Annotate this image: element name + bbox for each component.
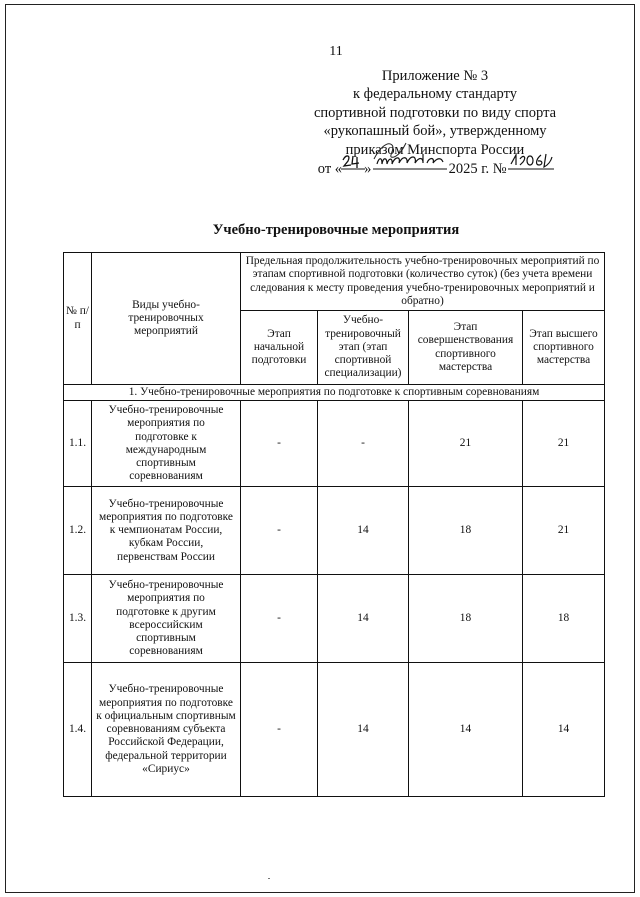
row-value-improvement: 18 bbox=[409, 575, 523, 663]
appendix-line-1: Приложение № 3 bbox=[381, 68, 489, 84]
appendix-line-3: спортивной подготовки по виду спорта bbox=[313, 104, 557, 121]
order-date-line bbox=[270, 159, 600, 178]
row-value-higher: 18 bbox=[523, 575, 605, 663]
header-stage-initial: Этап начальной подготовки bbox=[241, 311, 318, 385]
row-name: Учебно-тренировочные мероприятия по подготовке к официальным спортивным соревнованиям субъекта Российской Федерации, федеральной территории «Сириус» bbox=[92, 663, 241, 797]
row-value-improvement: 14 bbox=[409, 663, 523, 797]
handwritten-order-number bbox=[510, 159, 552, 173]
appendix-line-4: «рукопашный бой», утвержденному bbox=[323, 123, 547, 140]
row-value-training: - bbox=[318, 401, 409, 487]
row-value-initial: - bbox=[241, 663, 318, 797]
header-type: Виды учебно-тренировочных мероприятий bbox=[92, 253, 241, 385]
row-value-training: 14 bbox=[318, 487, 409, 575]
scan-speck bbox=[268, 878, 270, 879]
row-value-initial: - bbox=[241, 575, 318, 663]
order-year: 2025 г. № bbox=[448, 161, 507, 178]
table-row bbox=[64, 575, 605, 663]
row-value-training: 14 bbox=[318, 663, 409, 797]
row-num: 1.1. bbox=[64, 401, 92, 487]
header-stage-training: Учебно-тренировочный этап (этап спортивной специализации) bbox=[318, 311, 409, 385]
row-value-improvement: 21 bbox=[409, 401, 523, 487]
row-num: 1.2. bbox=[64, 487, 92, 575]
appendix-line-5: приказом Минспорта России bbox=[345, 141, 525, 158]
order-date-prefix: от « bbox=[317, 161, 343, 178]
table-row bbox=[64, 487, 605, 575]
appendix-block bbox=[270, 67, 600, 178]
appendix-line-2: к федеральному стандарту bbox=[353, 86, 517, 103]
row-value-improvement: 18 bbox=[409, 487, 523, 575]
header-num: № п/п bbox=[64, 253, 92, 385]
row-num: 1.4. bbox=[64, 663, 92, 797]
row-value-initial: - bbox=[241, 401, 318, 487]
row-num: 1.3. bbox=[64, 575, 92, 663]
table-row bbox=[64, 663, 605, 797]
table-row bbox=[64, 401, 605, 487]
events-table bbox=[63, 252, 605, 797]
page-title: Учебно-тренировочные мероприятия bbox=[212, 222, 460, 238]
header-stage-improvement: Этап совершенствования спортивного мастерства bbox=[409, 311, 523, 385]
row-value-higher: 21 bbox=[523, 401, 605, 487]
header-stage-higher: Этап высшего спортивного мастерства bbox=[523, 311, 605, 385]
row-value-training: 14 bbox=[318, 575, 409, 663]
row-value-higher: 21 bbox=[523, 487, 605, 575]
page-number: 11 bbox=[329, 44, 343, 59]
row-name: Учебно-тренировочные мероприятия по подготовке к чемпионатам России, кубкам России, первенствам России bbox=[92, 487, 241, 575]
row-value-initial: - bbox=[241, 487, 318, 575]
header-duration: Предельная продолжительность учебно-тренировочных мероприятий по этапам спортивной подготовки (количество суток) (без учета времени следования к месту проведения учебно-тренировочных мероприятий и обратно) bbox=[241, 253, 605, 311]
row-name: Учебно-тренировочные мероприятия по подготовке к другим всероссийским спортивным соревнованиям bbox=[92, 575, 241, 663]
row-name: Учебно-тренировочные мероприятия по подготовке к международным спортивным соревнованиям bbox=[92, 401, 241, 487]
handwritten-day bbox=[342, 159, 364, 173]
section-title-row: 1. Учебно-тренировочные мероприятия по подготовке к спортивным соревнованиям bbox=[64, 385, 605, 401]
order-date-quote-close: » bbox=[364, 161, 372, 178]
signature-flourish-icon bbox=[370, 137, 410, 167]
row-value-higher: 14 bbox=[523, 663, 605, 797]
